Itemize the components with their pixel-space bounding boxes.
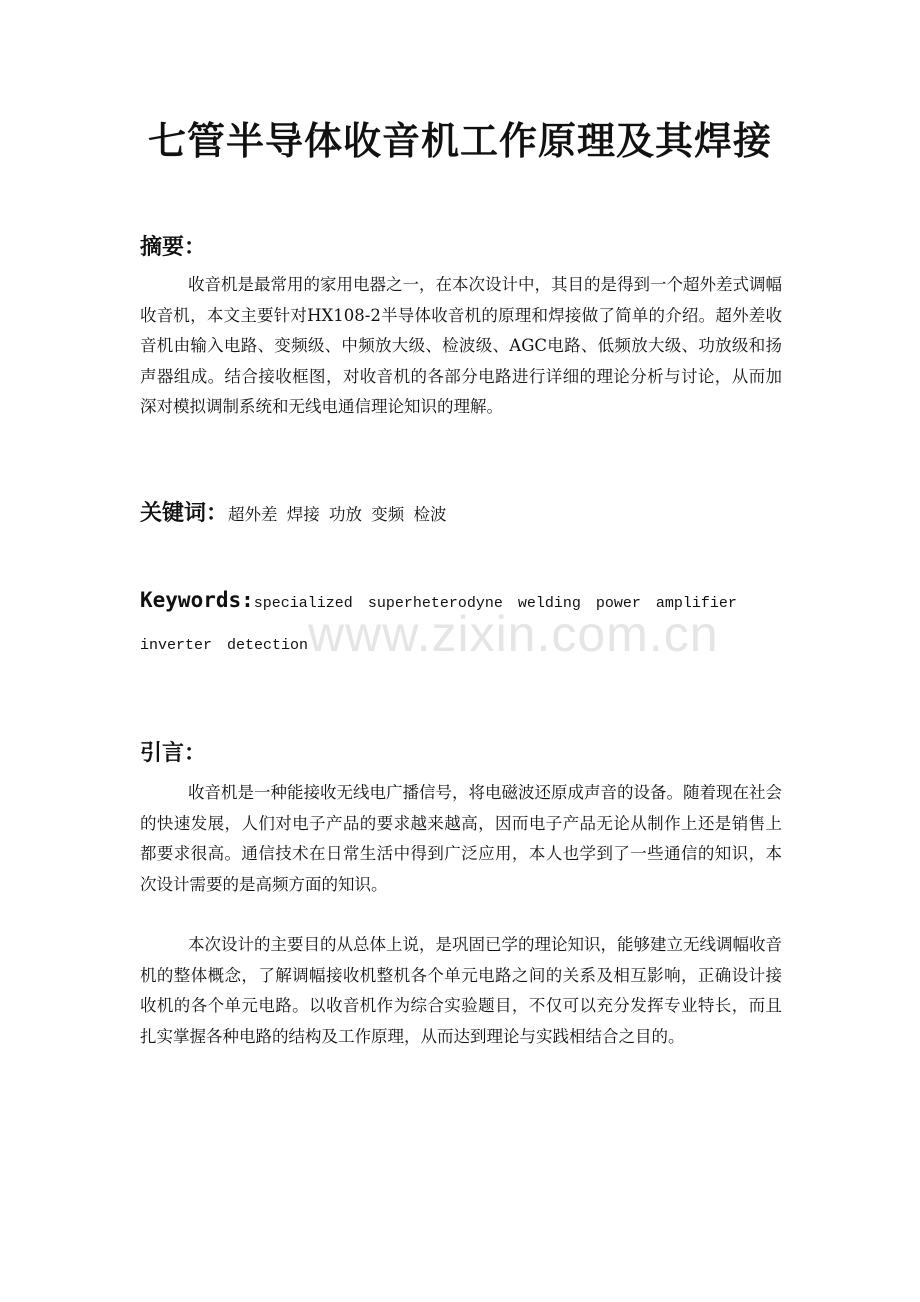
introduction-text-1: 收音机是一种能接收无线电广播信号，将电磁波还原成声音的设备。随着现在社会的快速发展，人们对电子产品的要求越来越高，因而电子产品无论从制作上还是销售上都要求很高。通信技术在日常生活中得到广泛应用，本人也学到了一些通信的知识，本次设计需要的是高频方面的知识。 [140, 783, 782, 894]
introduction-heading: 引言： [140, 740, 207, 766]
watermark: www.zixin.com.cn [308, 606, 719, 662]
introduction-text-2: 本次设计的主要目的从总体上说，是巩固已学的理论知识，能够建立无线调幅收音机的整体概念，了解调幅接收机整机各个单元电路之间的关系及相互影响，正确设计接收机的各个单元电路。以收音机作为综合实验题目，不仅可以充分发挥专业特长，而且扎实掌握各种电路的结构及工作原理，从而达到理论与实践相结合之目的。 [140, 935, 782, 1046]
abstract-heading: 摘要： [140, 234, 207, 260]
keywords-cn-values: 超外差 焊接 功放 变频 检波 [228, 505, 447, 524]
introduction-paragraph-2 [140, 930, 782, 1052]
keywords-en-label: Keywords: [140, 588, 254, 612]
abstract-paragraph [140, 270, 782, 423]
keywords-cn [140, 496, 447, 527]
keywords-en-values: specialized superheterodyne welding power amplifier inverter detection [140, 595, 737, 654]
abstract-text: 收音机是最常用的家用电器之一，在本次设计中，其目的是得到一个超外差式调幅收音机，本文主要针对HX108-2半导体收音机的原理和焊接做了简单的介绍。超外差收音机由输入电路、变频级、中频放大级、检波级、AGC电路、低频放大级、功放级和扬声器组成。结合接收框图，对收音机的各部分电路进行详细的理论分析与讨论，从而加深对模拟调制系统和无线电通信理论知识的理解。 [140, 275, 782, 416]
document-title: 七管半导体收音机工作原理及其焊接 [147, 118, 772, 163]
keywords-en [140, 580, 782, 666]
introduction-paragraph-1 [140, 778, 782, 900]
keywords-cn-label: 关键词： [140, 500, 229, 526]
